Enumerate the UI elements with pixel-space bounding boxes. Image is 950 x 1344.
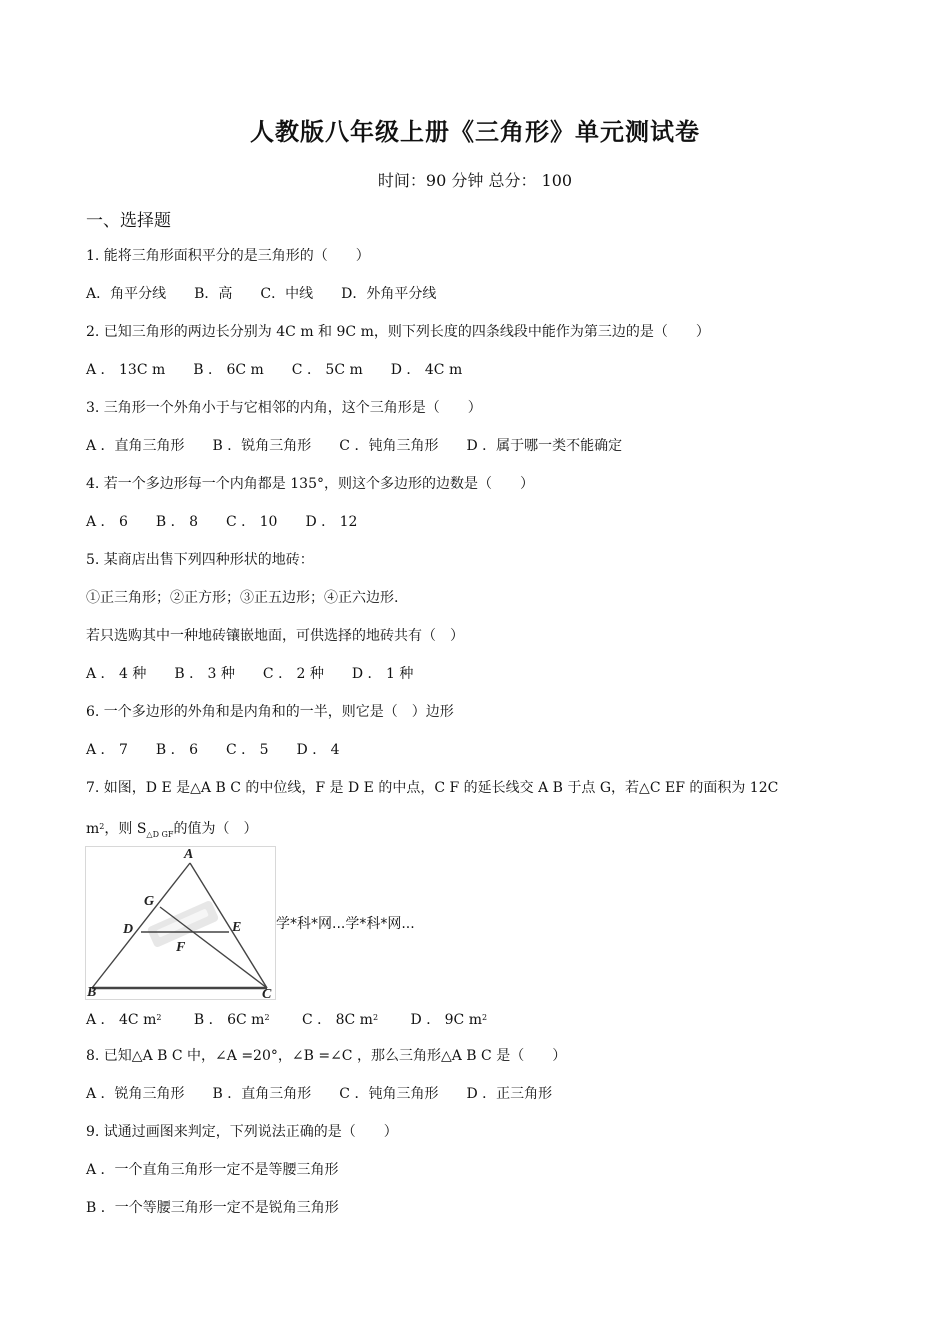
question-7-line-2 xyxy=(86,817,876,845)
question-5-line-3: 若只选购其中一种地砖镶嵌地面，可供选择的地砖共有（ ） xyxy=(86,628,464,644)
label-c: C xyxy=(262,987,272,999)
question-6-stem: 6. 一个多边形的外角和是内角和的一半，则它是（ ）边形 xyxy=(86,704,454,720)
question-8-stem: 8. 已知△A B C 中，∠A =20°，∠B =∠C ，那么三角形△A B C 是（ ） xyxy=(86,1048,567,1064)
q7-option-c-sup: 2 xyxy=(372,1013,379,1022)
q7-option-a xyxy=(86,1012,161,1028)
q7-option-c xyxy=(302,1012,378,1028)
q7-option-b-sup: 2 xyxy=(264,1013,270,1022)
question-1-options: A．角平分线 B．高 C．中线 D．外角平分线 xyxy=(86,286,437,302)
q7-option-d-text: D ． 9C m xyxy=(410,1012,482,1028)
figure-caption: 学*科*网...学*科*网... xyxy=(276,916,415,932)
triangle-diagram xyxy=(86,847,275,999)
q7-option-a-sup: 2 xyxy=(156,1013,162,1022)
section-heading: 一、选择题 xyxy=(86,211,171,231)
label-e: E xyxy=(232,920,242,935)
page-title: 人教版八年级上册《三角形》单元测试卷 xyxy=(250,118,700,146)
question-7-stem: 7. 如图，D E 是△A B C 的中位线，F 是 D E 的中点，C F 的延长线交 A B 于点 G，若△C EF 的面积为 12C xyxy=(86,780,779,796)
q7-option-b xyxy=(194,1012,270,1028)
question-5-options: A ． 4 种 B ． 3 种 C ． 2 种 D ． 1 种 xyxy=(86,666,414,682)
question-3-options: A ．直角三角形 B ．锐角三角形 C ．钝角三角形 D ．属于哪一类不能确定 xyxy=(86,438,623,454)
exam-info: 时间：90 分钟 总分： 100 xyxy=(377,171,573,190)
question-8-options: A ．锐角三角形 B ．直角三角形 C ．钝角三角形 D ．正三角形 xyxy=(86,1086,553,1102)
area-subscript: △D GF xyxy=(146,830,174,839)
question-7-ask: 的值为（ ） xyxy=(173,821,258,837)
label-g: G xyxy=(144,894,155,909)
question-4-options: A ． 6 B ． 8 C ． 10 D ． 12 xyxy=(86,514,358,530)
area-symbol: ，则 S xyxy=(104,821,147,837)
question-4-stem: 4. 若一个多边形每一个内角都是 135°，则这个多边形的边数是（ ） xyxy=(86,476,534,492)
question-1-stem: 1. 能将三角形面积平分的是三角形的（ ） xyxy=(86,248,370,264)
q7-option-d xyxy=(411,1012,488,1028)
question-9-option-a: A ．一个直角三角形一定不是等腰三角形 xyxy=(86,1162,339,1178)
question-9-stem: 9. 试通过画图来判定，下列说法正确的是（ ） xyxy=(86,1124,398,1140)
q7-option-d-sup: 2 xyxy=(482,1013,488,1022)
q7-option-a-text: A ． 4C m xyxy=(86,1012,157,1028)
question-2-stem: 2. 已知三角形的两边长分别为 4C m 和 9C m，则下列长度的四条线段中能作为第三边的是（ ） xyxy=(86,324,710,340)
question-5-stem: 5. 某商店出售下列四种形状的地砖： xyxy=(86,552,314,568)
label-a: A xyxy=(184,847,194,862)
label-f: F xyxy=(176,940,186,955)
question-2-options: A ． 13C m B ． 6C m C ． 5C m D ． 4C m xyxy=(86,362,463,378)
q7-option-b-text: B ． 6C m xyxy=(193,1012,265,1028)
triangle-figure xyxy=(85,846,276,1000)
question-5-line-2: ①正三角形；②正方形；③正五边形；④正六边形. xyxy=(86,590,399,606)
label-b: B xyxy=(87,985,97,999)
unit-m: m xyxy=(86,821,100,837)
question-7-options xyxy=(86,1008,876,1030)
label-d: D xyxy=(123,922,134,937)
unit-superscript: 2 xyxy=(99,822,105,831)
question-6-options: A ． 7 B ． 6 C ． 5 D ． 4 xyxy=(86,742,340,758)
question-9-option-b: B ．一个等腰三角形一定不是锐角三角形 xyxy=(86,1200,339,1216)
q7-option-c-text: C ． 8C m xyxy=(302,1012,373,1028)
question-3-stem: 3. 三角形一个外角小于与它相邻的内角，这个三角形是（ ） xyxy=(86,400,482,416)
